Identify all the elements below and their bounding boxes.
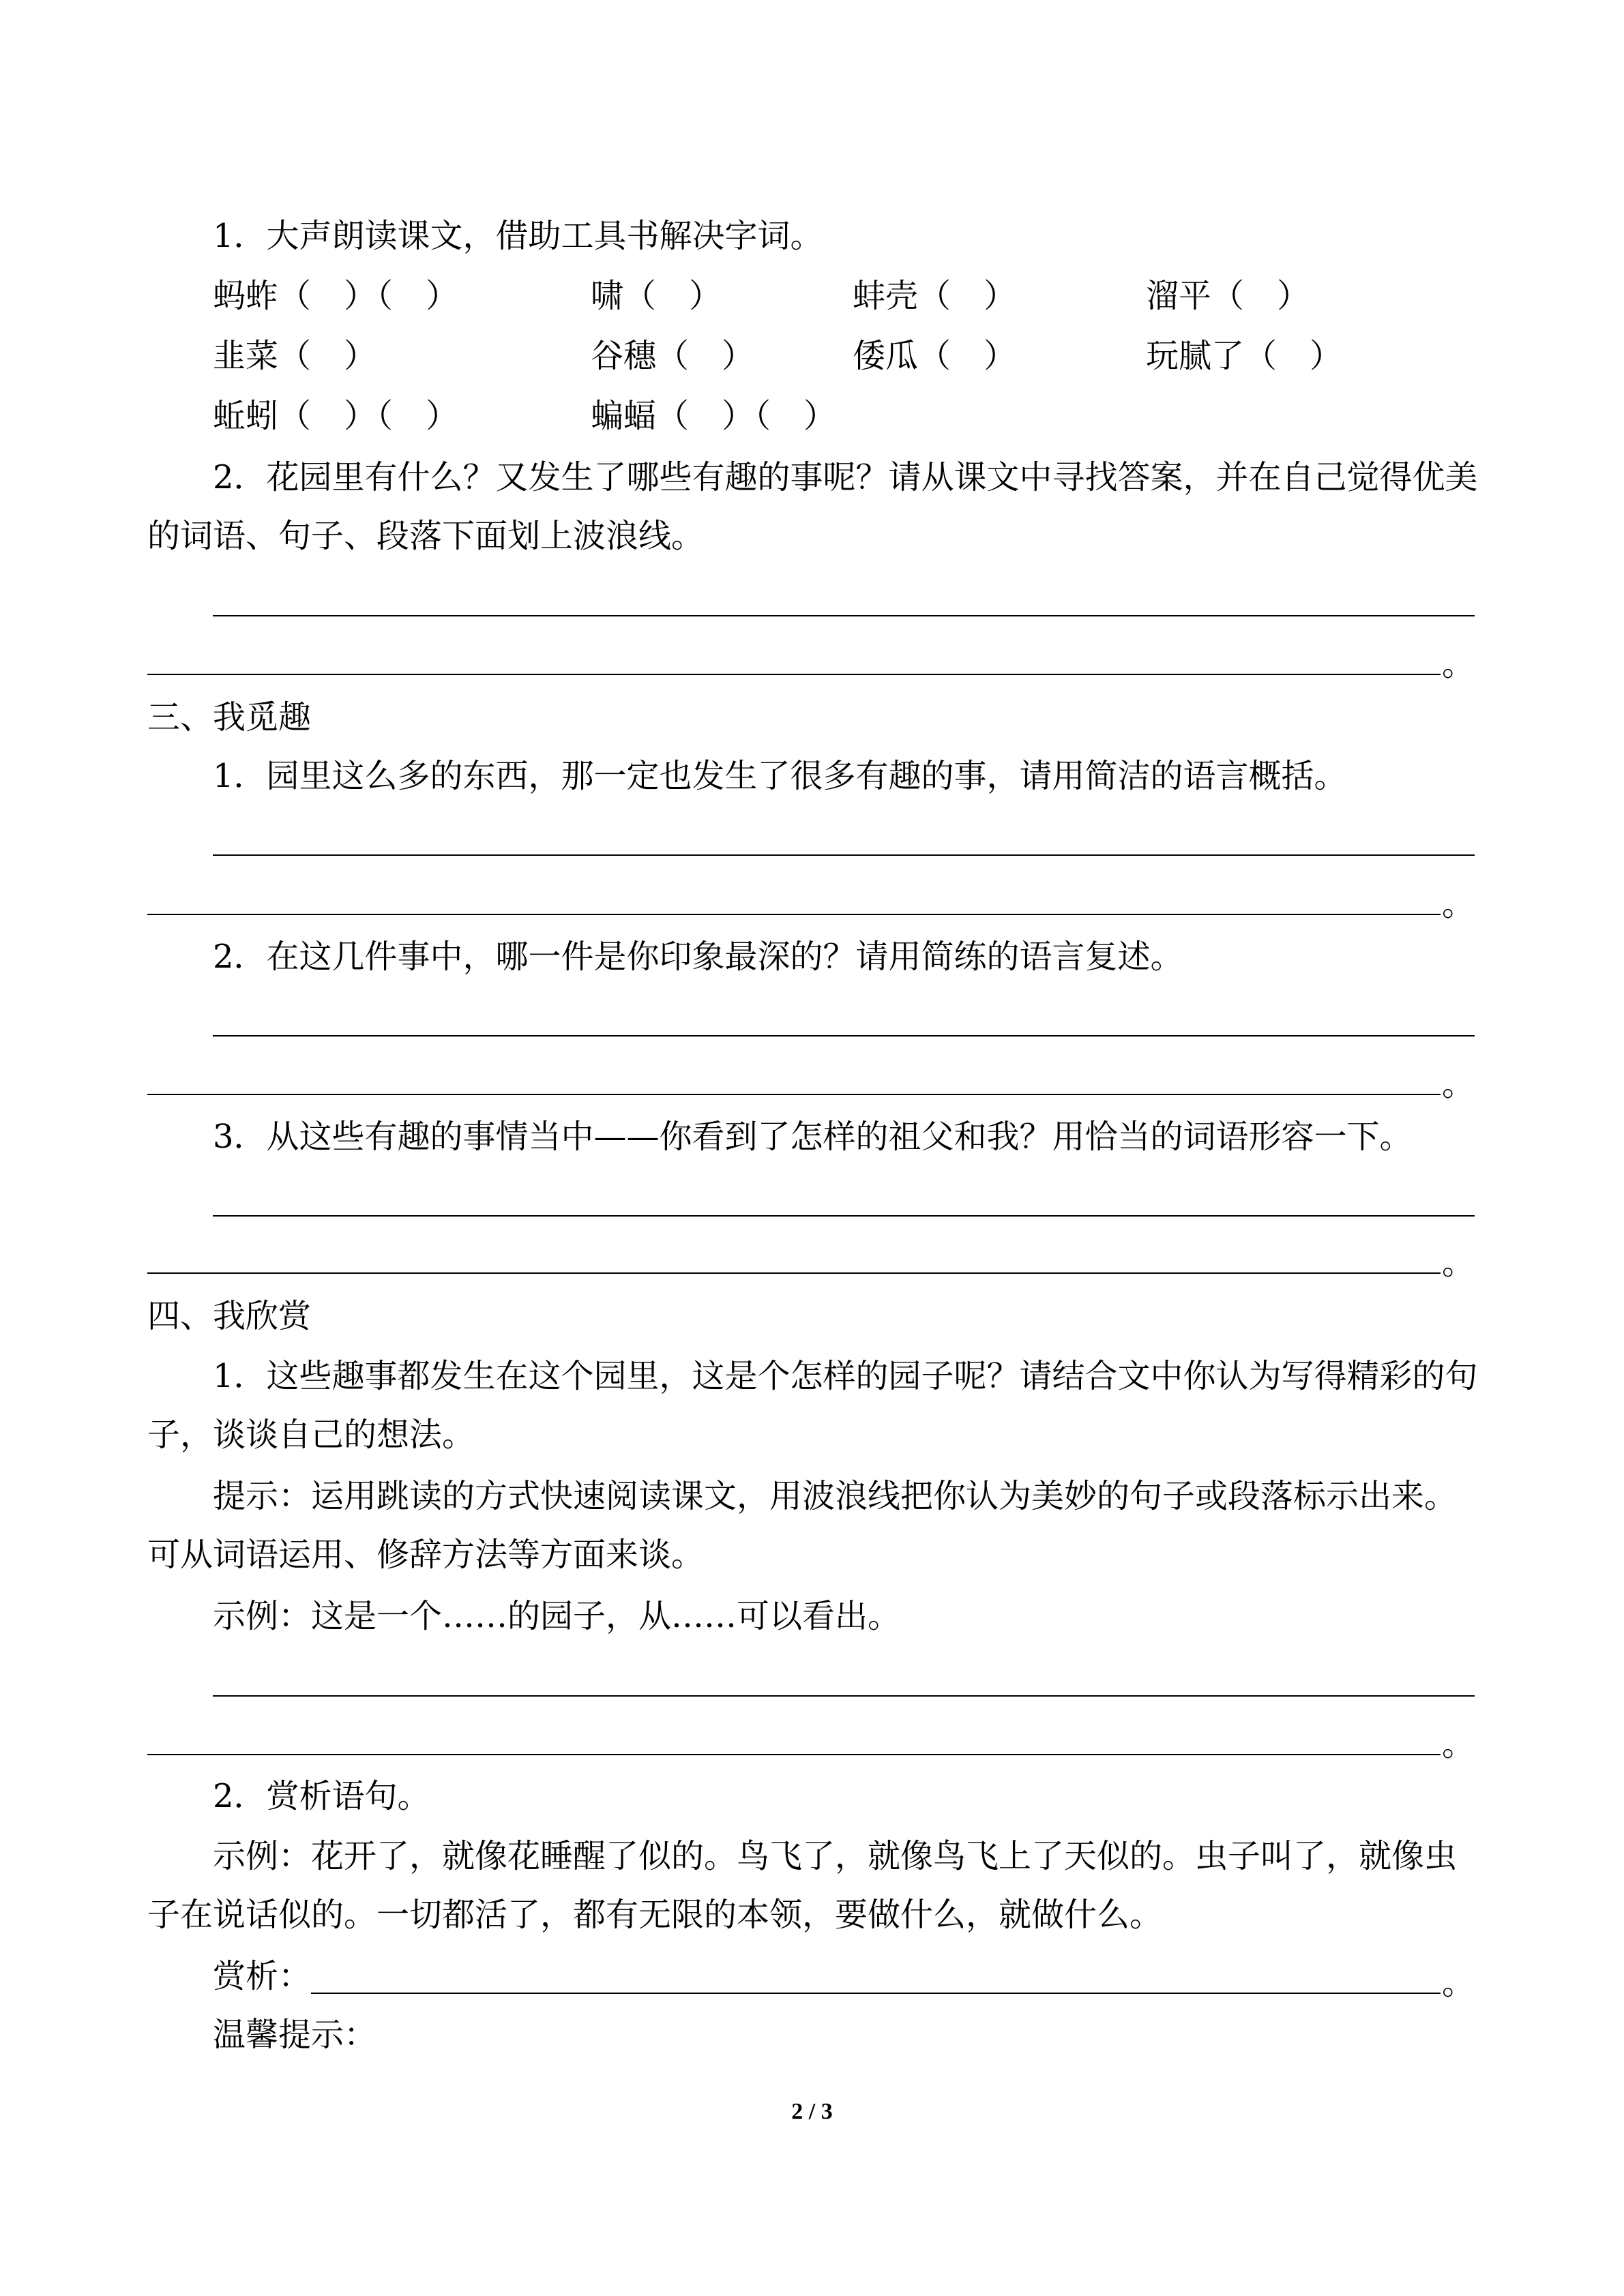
- question-4-2: 2．赏析语句。: [213, 1777, 430, 1815]
- end-period: 。: [1442, 1065, 1475, 1103]
- question-3-1: 1．园里这么多的东西，那一定也发生了很多有趣的事，请用简洁的语言概括。: [213, 757, 1347, 795]
- end-period: 。: [1442, 885, 1475, 923]
- question-4-1-line2: 子，谈谈自己的想法。: [147, 1416, 475, 1454]
- question-3-2: 2．在这几件事中，哪一件是你印象最深的？请用简练的语言复述。: [213, 938, 1183, 976]
- word-item: 韭菜（ ）: [213, 337, 377, 375]
- tip-label: 温馨提示：: [213, 2016, 377, 2054]
- question-4-1-line1: 1．这些趣事都发生在这个园里，这是个怎样的园子呢？请结合文中你认为写得精彩的句: [213, 1357, 1478, 1395]
- example-4-2-line2: 子在说话似的。一切都活了，都有无限的本领，要做什么，就做什么。: [147, 1896, 1163, 1934]
- question-3-3: 3．从这些有趣的事情当中——你看到了怎样的祖父和我？用恰当的词语形容一下。: [213, 1118, 1413, 1156]
- word-item: 蝙蝠（ ）（ ）: [591, 397, 837, 435]
- section-4-title: 四、我欣赏: [147, 1297, 312, 1335]
- word-item: 蚌壳（ ）: [853, 277, 1017, 315]
- word-item: 溜平（ ）: [1146, 277, 1310, 315]
- answer-line[interactable]: [213, 1215, 1475, 1217]
- answer-line[interactable]: [213, 1035, 1475, 1037]
- word-item: 倭瓜（ ）: [853, 337, 1017, 375]
- word-item: 蚯蚓（ ）（ ）: [213, 397, 459, 435]
- answer-line[interactable]: [213, 1695, 1475, 1697]
- analysis-label: 赏析：: [213, 1957, 312, 1995]
- analysis-answer-line[interactable]: [311, 1993, 1441, 1994]
- word-item: 谷穗（ ）: [591, 337, 755, 375]
- question-2-2-line1: 2．花园里有什么？又发生了哪些有趣的事呢？请从课文中寻找答案，并在自己觉得优美: [213, 458, 1478, 496]
- end-period: 。: [1442, 1725, 1475, 1763]
- question-2-2-line2: 的词语、句子、段落下面划上波浪线。: [147, 517, 705, 555]
- answer-line[interactable]: [147, 674, 1441, 675]
- hint-line1: 提示：运用跳读的方式快速阅读课文，用波浪线把你认为美妙的句子或段落标示出来。: [213, 1477, 1458, 1515]
- end-period: 。: [1442, 645, 1475, 683]
- answer-line[interactable]: [147, 1272, 1441, 1274]
- example-4-2-line1: 示例：花开了，就像花睡醒了似的。鸟飞了，就像鸟飞上了天似的。虫子叫了，就像虫: [213, 1837, 1458, 1875]
- page-number: 2 / 3: [791, 2099, 833, 2124]
- end-period: 。: [1442, 1964, 1475, 2002]
- hint-line2: 可从词语运用、修辞方法等方面来谈。: [147, 1536, 705, 1574]
- example-4-1: 示例：这是一个……的园子，从……可以看出。: [213, 1597, 901, 1635]
- answer-line[interactable]: [213, 854, 1475, 856]
- answer-line[interactable]: [147, 1094, 1441, 1095]
- answer-line[interactable]: [147, 914, 1441, 915]
- end-period: 。: [1442, 1244, 1475, 1282]
- word-item: 玩腻了（ ）: [1146, 337, 1343, 375]
- answer-line[interactable]: [147, 1754, 1441, 1755]
- answer-line[interactable]: [213, 615, 1475, 616]
- question-2-1: 1．大声朗读课文，借助工具书解决字词。: [213, 217, 823, 255]
- word-item: 蚂蚱（ ）（ ）: [213, 277, 459, 315]
- word-item: 啸（ ）: [591, 277, 722, 315]
- section-3-title: 三、我觅趣: [147, 698, 312, 736]
